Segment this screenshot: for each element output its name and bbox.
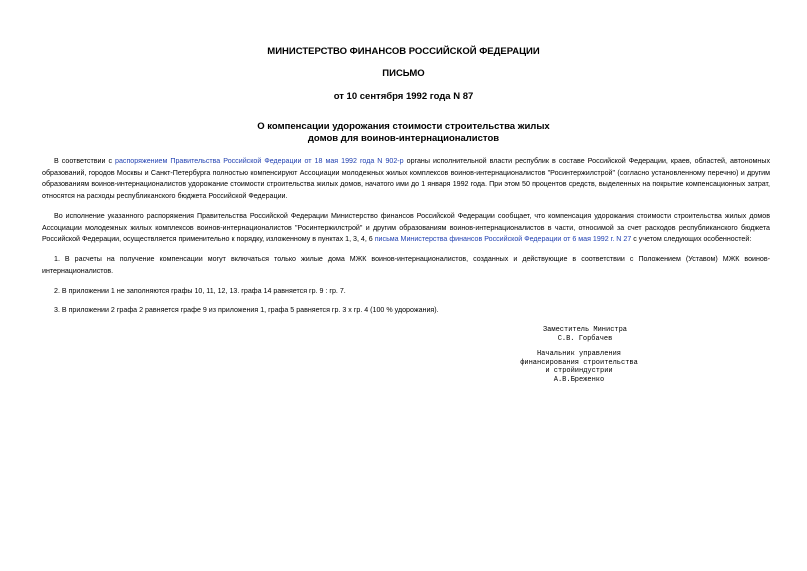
paragraph-2 (42, 211, 770, 246)
signature-1-name: С.В. Горбачев (557, 334, 613, 343)
signature-2-title-line-1: Начальник управления (536, 350, 621, 358)
paragraph-1-text-end: органы исполнительной власти республик в составе Российской Федерации, краев, областей, автономных образований, городов Москвы и Санкт-Петербурга полностью компенсируют Ассоциации молодежных жилых комплексов воинов-интернационалистов "Росинтержилстрой" (согласно установленному перечню) и другим образованиям воинов-интернационалистов удорожание стоимости строительства жилых домов, начатого ими до 1 января 1992 года. При этом 50 процентов средств, выделенных на покрытие компенсационных затрат, относятся на расходы республиканского бюджета Российской Федерации. (42, 157, 770, 200)
government-order-link[interactable]: распоряжением Правительства Российской Федерации от 18 мая 1992 года N 902-р (115, 157, 404, 165)
subject-line-1: О компенсации удорожания стоимости строительства жилых (257, 121, 550, 132)
signature-2-name: А.В.Бреженко (553, 375, 605, 384)
paragraph-2-text-end: с учетом следующих особенностей: (631, 235, 752, 243)
document-type-heading: ПИСЬМО (382, 68, 425, 79)
ministry-heading: МИНИСТЕРСТВО ФИНАНСОВ РОССИЙСКОЙ ФЕДЕРАЦИИ (267, 46, 540, 57)
list-item-1: 1. В расчеты на получение компенсации могут включаться только жилые дома МЖК воинов-интернационалистов, созданных и действующие в соответствии с Положением (Уставом) МЖК воинов-интернационалистов. (42, 255, 770, 275)
list-item-3: 3. В приложении 2 графа 2 равняется графе 9 из приложения 1, графа 5 равняется гр. 3 х гр. 4 (100 % удорожания). (54, 306, 439, 314)
signature-1-title: Заместитель Министра (542, 326, 627, 334)
paragraph-2-text-start: Во исполнение указанного распоряжения Правительства Российской Федерации Министерство финансов Российской Федерации сообщает, что компенсация удорожания стоимости строительства жилых домов Ассоциации молодежных жилых комплексов воинов-интернационалистов "Росинтержилстрой" и другим образованиям воинов-интернационалистов в части, относимой за счет расходов республиканского бюджета Российской Федерации, осуществляется применительно к порядку, изложенному в пунктах 1, 3, 4, 6 (42, 212, 770, 243)
paragraph-1 (42, 156, 770, 202)
signature-2-title-line-3: и стройиндустрии (545, 367, 613, 376)
document-subject-heading (0, 121, 807, 145)
document-date-heading: от 10 сентября 1992 года N 87 (333, 91, 474, 102)
signature-2-title-line-2: финансирования строительства (520, 358, 638, 367)
paragraph-1-text-start: В соответствии с (54, 157, 116, 165)
subject-line-2: домов для воинов-интернационалистов (307, 133, 500, 144)
signature-block-deputy-minister (530, 326, 640, 343)
list-item-2: 2. В приложении 1 не заполняются графы 10, 11, 12, 13. графа 14 равняется гр. 9 : гр. 7. (54, 287, 346, 295)
signature-block-department-head (506, 350, 652, 384)
ministry-letter-link[interactable]: письма Министерства финансов Российской Федерации от 6 мая 1992 г. N 27 (374, 235, 632, 243)
